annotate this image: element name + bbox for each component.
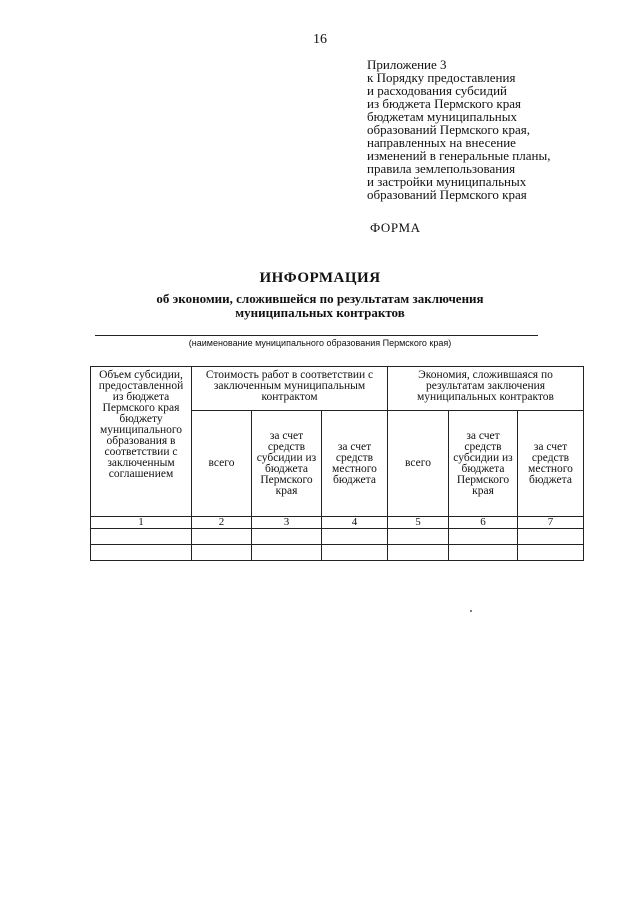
table-cell: [322, 529, 388, 545]
appendix-line: правила землепользования: [367, 161, 516, 176]
table-row: [91, 545, 584, 561]
table-cell: [449, 545, 518, 561]
subtitle-line: об экономии, сложившейся по результатам заключения: [156, 291, 484, 306]
appendix-line: из бюджета Пермского края: [367, 96, 522, 111]
subheader-economy-total: всего: [388, 411, 449, 517]
economy-table: [90, 366, 584, 561]
scan-speck: [470, 610, 472, 612]
appendix-line: Приложение 3: [367, 57, 447, 72]
column-number: 7: [518, 517, 584, 529]
table-cell: [192, 529, 252, 545]
header-contract-cost: Стоимость работ в соответствии с заключенным муниципальным контрактом: [192, 367, 388, 411]
document-title: ИНФОРМАЦИЯ: [259, 270, 381, 286]
subheader-cost-total: всего: [192, 411, 252, 517]
subheader-cost-local: за счет средств местного бюджета: [322, 411, 388, 517]
appendix-line: образований Пермского края,: [367, 122, 530, 137]
appendix-line: изменений в генеральные планы,: [367, 148, 551, 163]
column-number: 4: [322, 517, 388, 529]
appendix-line: и расходования субсидий: [367, 83, 507, 98]
table-cell: [388, 529, 449, 545]
form-label: ФОРМА: [370, 220, 421, 235]
appendix-line: образований Пермского края: [367, 187, 527, 202]
table-cell: [91, 545, 192, 561]
header-economy: Экономия, сложившаяся по результатам заключения муниципальных контрактов: [388, 367, 584, 411]
table-cell: [192, 545, 252, 561]
column-number: 5: [388, 517, 449, 529]
appendix-line: бюджетам муниципальных: [367, 109, 517, 124]
column-number: 6: [449, 517, 518, 529]
appendix-block: [367, 58, 627, 201]
appendix-line: и застройки муниципальных: [367, 174, 527, 189]
header-subsidy-volume: Объем субсидии, предоставленной из бюджета Пермского края бюджету муниципального образования в соответствии с заключенным соглашением: [91, 367, 192, 517]
municipality-name-line: [95, 335, 538, 336]
page-number: 16: [313, 32, 327, 47]
table-row: [91, 529, 584, 545]
table-cell: [449, 529, 518, 545]
column-number: 2: [192, 517, 252, 529]
document-subtitle: [0, 292, 640, 320]
table-cell: [252, 545, 322, 561]
appendix-line: направленных на внесение: [367, 135, 516, 150]
table-cell: [518, 529, 584, 545]
subheader-economy-local: за счет средств местного бюджета: [518, 411, 584, 517]
column-number: 3: [252, 517, 322, 529]
subtitle-line: муниципальных контрактов: [235, 305, 405, 320]
column-number: 1: [91, 517, 192, 529]
column-number-row: [91, 517, 584, 529]
table-cell: [91, 529, 192, 545]
table-cell: [322, 545, 388, 561]
table-cell: [388, 545, 449, 561]
municipality-caption: (наименование муниципального образования Пермского края): [188, 338, 452, 348]
table-cell: [518, 545, 584, 561]
appendix-line: к Порядку предоставления: [367, 70, 516, 85]
subheader-economy-subsidy: за счет средств субсидии из бюджета Пермского края: [449, 411, 518, 517]
table-cell: [252, 529, 322, 545]
subheader-cost-subsidy: за счет средств субсидии из бюджета Пермского края: [252, 411, 322, 517]
